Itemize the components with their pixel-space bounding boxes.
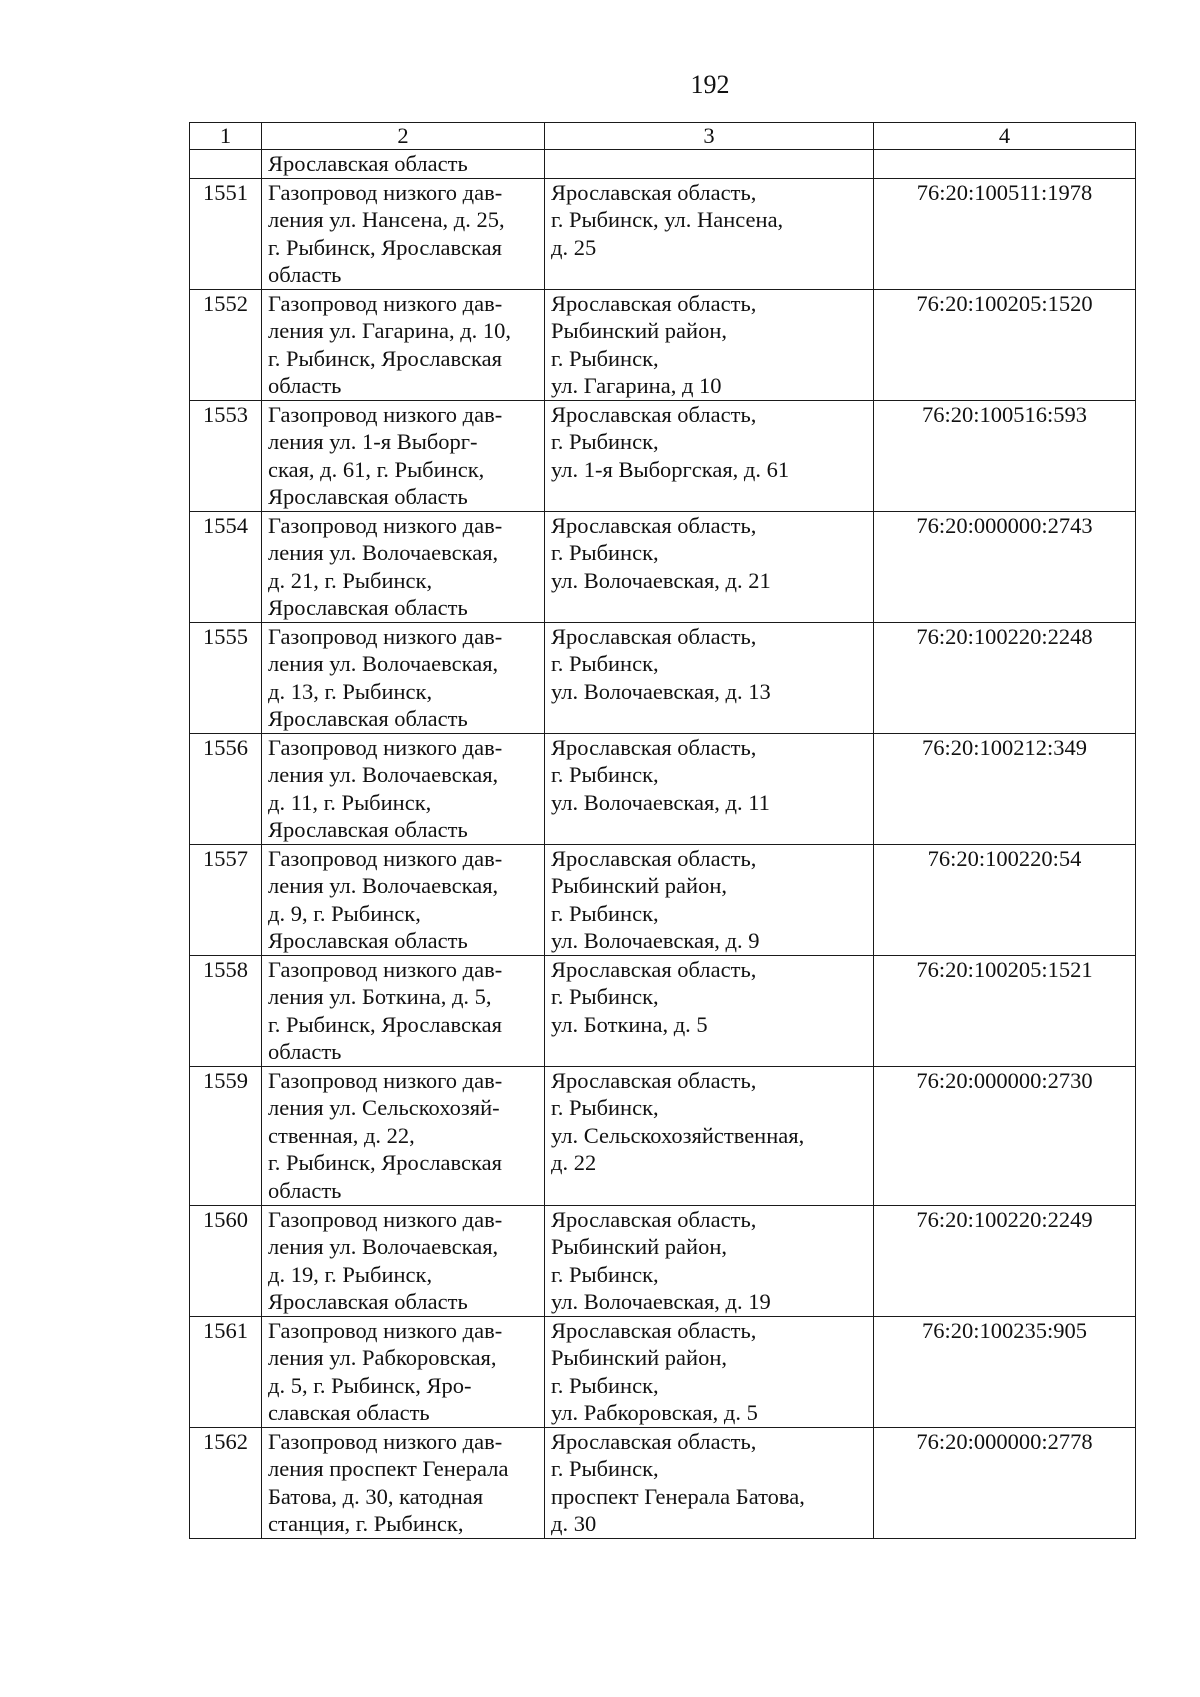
- table-row: [190, 511, 1136, 622]
- cadastral-number-cell: 76:20:100235:905: [874, 1316, 1136, 1427]
- object-name-cell: Газопровод низкого дав- ления ул. Волочаевская, д. 13, г. Рыбинск, Ярославская область: [262, 622, 545, 733]
- column-header: 1: [190, 123, 262, 150]
- address-cell: Ярославская область, г. Рыбинск, ул. Волочаевская, д. 11: [545, 733, 874, 844]
- table-row: [190, 1316, 1136, 1427]
- object-name-cell: Газопровод низкого дав- ления проспект Генерала Батова, д. 30, катодная станция, г. Рыбинск,: [262, 1427, 545, 1538]
- cadastral-number-cell: 76:20:100220:2248: [874, 622, 1136, 733]
- object-name-cell: Газопровод низкого дав- ления ул. Сельскохозяй- ственная, д. 22, г. Рыбинск, Ярославская область: [262, 1066, 545, 1205]
- cadastral-number-cell: 76:20:100205:1520: [874, 289, 1136, 400]
- row-number-cell: 1557: [190, 844, 262, 955]
- object-name-cell: Газопровод низкого дав- ления ул. Волочаевская, д. 21, г. Рыбинск, Ярославская область: [262, 511, 545, 622]
- row-number-cell: 1561: [190, 1316, 262, 1427]
- table-row: [190, 178, 1136, 289]
- address-cell: Ярославская область, Рыбинский район, г. Рыбинск, ул. Волочаевская, д. 19: [545, 1205, 874, 1316]
- address-cell: Ярославская область, Рыбинский район, г. Рыбинск, ул. Рабкоровская, д. 5: [545, 1316, 874, 1427]
- object-name-cell: Газопровод низкого дав- ления ул. Нансена, д. 25, г. Рыбинск, Ярославская область: [262, 178, 545, 289]
- cadastral-number-cell: 76:20:100212:349: [874, 733, 1136, 844]
- table-row: [190, 955, 1136, 1066]
- address-cell: [545, 150, 874, 179]
- cadastral-number-cell: 76:20:100220:2249: [874, 1205, 1136, 1316]
- cadastral-number-cell: 76:20:000000:2730: [874, 1066, 1136, 1205]
- table-row: [190, 1066, 1136, 1205]
- table-row: [190, 1427, 1136, 1538]
- cadastral-number-cell: 76:20:000000:2743: [874, 511, 1136, 622]
- object-name-cell: Газопровод низкого дав- ления ул. Боткина, д. 5, г. Рыбинск, Ярославская область: [262, 955, 545, 1066]
- object-name-cell: Газопровод низкого дав- ления ул. Рабкоровская, д. 5, г. Рыбинск, Яро- славская область: [262, 1316, 545, 1427]
- cadastral-number-cell: 76:20:100516:593: [874, 400, 1136, 511]
- row-number-cell: 1551: [190, 178, 262, 289]
- table-row: [190, 289, 1136, 400]
- page-number: 192: [690, 70, 730, 99]
- table-row: [190, 1205, 1136, 1316]
- table-row: [190, 733, 1136, 844]
- column-header: 3: [545, 123, 874, 150]
- address-cell: Ярославская область, Рыбинский район, г. Рыбинск, ул. Гагарина, д 10: [545, 289, 874, 400]
- registry-table: [189, 122, 1136, 1539]
- address-cell: Ярославская область, г. Рыбинск, ул. Волочаевская, д. 21: [545, 511, 874, 622]
- row-number-cell: [190, 150, 262, 179]
- object-name-cell: Газопровод низкого дав- ления ул. Волочаевская, д. 11, г. Рыбинск, Ярославская область: [262, 733, 545, 844]
- table-row: [190, 844, 1136, 955]
- row-number-cell: 1553: [190, 400, 262, 511]
- column-header: 4: [874, 123, 1136, 150]
- row-number-cell: 1560: [190, 1205, 262, 1316]
- address-cell: Ярославская область, Рыбинский район, г. Рыбинск, ул. Волочаевская, д. 9: [545, 844, 874, 955]
- address-cell: Ярославская область, г. Рыбинск, ул. Боткина, д. 5: [545, 955, 874, 1066]
- row-number-cell: 1555: [190, 622, 262, 733]
- row-number-cell: 1562: [190, 1427, 262, 1538]
- object-name-cell: Газопровод низкого дав- ления ул. Волочаевская, д. 9, г. Рыбинск, Ярославская область: [262, 844, 545, 955]
- row-number-cell: 1558: [190, 955, 262, 1066]
- continuation-row: [190, 150, 1136, 179]
- address-cell: Ярославская область, г. Рыбинск, ул. Волочаевская, д. 13: [545, 622, 874, 733]
- object-name-cell: Газопровод низкого дав- ления ул. 1-я Выборг- ская, д. 61, г. Рыбинск, Ярославская область: [262, 400, 545, 511]
- address-cell: Ярославская область, г. Рыбинск, ул. 1-я Выборгская, д. 61: [545, 400, 874, 511]
- row-number-cell: 1554: [190, 511, 262, 622]
- address-cell: Ярославская область, г. Рыбинск, ул. Нансена, д. 25: [545, 178, 874, 289]
- address-cell: Ярославская область, г. Рыбинск, ул. Сельскохозяйственная, д. 22: [545, 1066, 874, 1205]
- address-cell: Ярославская область, г. Рыбинск, проспект Генерала Батова, д. 30: [545, 1427, 874, 1538]
- cadastral-number-cell: 76:20:100511:1978: [874, 178, 1136, 289]
- cadastral-number-cell: 76:20:100220:54: [874, 844, 1136, 955]
- row-number-cell: 1552: [190, 289, 262, 400]
- cadastral-number-cell: 76:20:000000:2778: [874, 1427, 1136, 1538]
- table-row: [190, 400, 1136, 511]
- object-name-cell: Газопровод низкого дав- ления ул. Гагарина, д. 10, г. Рыбинск, Ярославская область: [262, 289, 545, 400]
- row-number-cell: 1559: [190, 1066, 262, 1205]
- table-row: [190, 622, 1136, 733]
- table-header-row: [190, 123, 1136, 150]
- row-number-cell: 1556: [190, 733, 262, 844]
- cadastral-number-cell: 76:20:100205:1521: [874, 955, 1136, 1066]
- object-name-cell: Ярославская область: [262, 150, 545, 179]
- object-name-cell: Газопровод низкого дав- ления ул. Волочаевская, д. 19, г. Рыбинск, Ярославская область: [262, 1205, 545, 1316]
- cadastral-number-cell: [874, 150, 1136, 179]
- column-header: 2: [262, 123, 545, 150]
